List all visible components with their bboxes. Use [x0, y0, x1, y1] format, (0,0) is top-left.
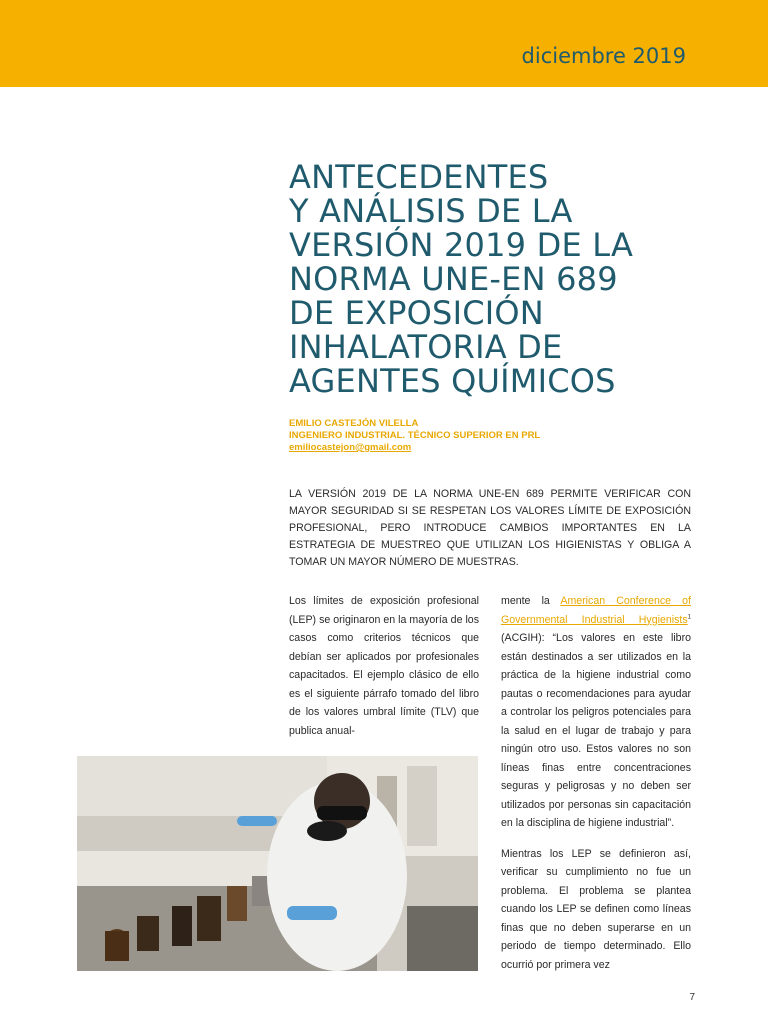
title-line: Y ANÁLISIS DE LA: [289, 192, 573, 230]
author-email-link[interactable]: emiliocastejon@gmail.com: [289, 442, 412, 453]
page-number: 7: [689, 992, 695, 1003]
laboratory-illustration: [77, 756, 478, 971]
body-paragraph: Mientras los LEP se definieron así, verificar su cumplimiento no fue un problema. El problema se plantea cuando los LEP se definen como líneas finas que no deben superarse en un periodo de tiempo determinado. Ello ocurrió por primera vez: [501, 847, 691, 971]
body-column-left: [289, 592, 479, 752]
title-line: AGENTES QUÍMICOS: [289, 362, 616, 400]
author-name: EMILIO CASTEJÓN VILELLA: [289, 418, 419, 429]
laboratory-photo: [77, 756, 478, 971]
article-lead: LA VERSIÓN 2019 DE LA NORMA UNE-EN 689 PERMITE VERIFICAR CON MAYOR SEGURIDAD SI SE RESPETAN LOS VALORES LÍMITE DE EXPOSICIÓN PROFESIONAL, PERO INTRODUCE CAMBIOS IMPORTANTES EN LA ESTRATEGIA DE MUESTREO QUE UTILIZAN LOS HIGIENISTAS Y OBLIGA A TOMAR UN MAYOR NÚMERO DE MUESTRAS.: [289, 488, 691, 568]
title-line: DE EXPOSICIÓN: [289, 294, 544, 332]
article-title: [289, 160, 729, 398]
body-paragraph: Los límites de exposición profesional (LEP) se originaron en la mayoría de los casos como criterios técnicos que debían ser aplicados por profesionales capacitados. El ejemplo clásico de ello es el siguiente párrafo tomado del libro de los valores umbral límite (TLV) que publica anual-: [289, 595, 479, 737]
title-line: VERSIÓN 2019 DE LA: [289, 226, 634, 264]
acgih-link[interactable]: American Conference of Governmental Industrial Hygienists: [501, 595, 691, 626]
author-block: [289, 418, 709, 454]
title-line: NORMA UNE-EN 689: [289, 260, 618, 298]
issue-date: diciembre 2019: [521, 44, 686, 68]
body-paragraph: [501, 592, 691, 833]
author-position: INGENIERO INDUSTRIAL. TÉCNICO SUPERIOR EN PRL: [289, 430, 541, 441]
body-text: mente la: [501, 595, 550, 607]
footnote-marker: 1: [687, 613, 691, 620]
body-text: (ACGIH): “Los valores en este libro están destinados a ser utilizados en la práctica de la higiene industrial como pautas o recomendaciones para ayudar a controlar los peligros potenciales para la salud en el lugar de trabajo y para ningún otro uso. Estos valores no son líneas finas entre concentraciones seguras y peligrosas y no deben ser utilizados por personas sin capacitación en la disciplina de higiene industrial”.: [501, 632, 691, 829]
title-line: INHALATORIA DE: [289, 328, 563, 366]
body-column-right: [501, 592, 691, 986]
title-line: ANTECEDENTES: [289, 158, 549, 196]
